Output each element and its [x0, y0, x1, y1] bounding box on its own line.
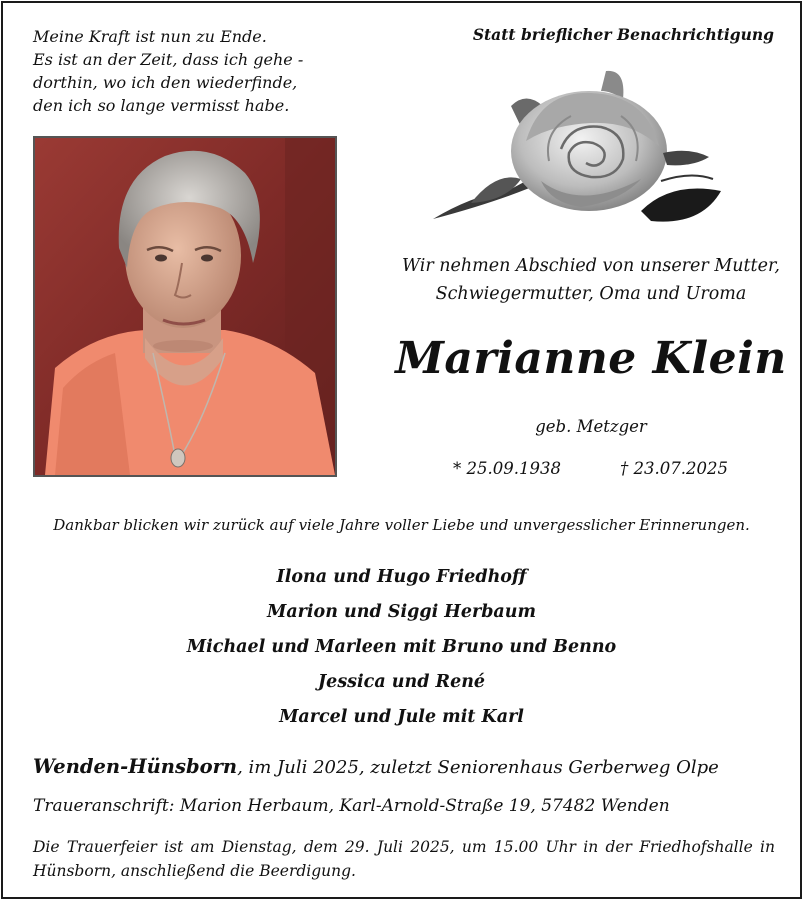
portrait-photo	[33, 136, 337, 477]
birth-name: geb. Metzger	[535, 417, 647, 436]
family-member: Jessica und René	[317, 672, 486, 692]
poem-line: dorthin, wo ich den wiederfinde,	[33, 73, 298, 92]
death-date: † 23.07.2025	[620, 459, 728, 478]
notice-heading: Statt brieflicher Benachrichtigung	[472, 25, 774, 44]
poem-line: den ich so lange vermisst habe.	[33, 96, 290, 115]
intro-line-1: Wir nehmen Abschied von unserer Mutter,	[402, 256, 780, 276]
family-member: Ilona und Hugo Friedhoff	[276, 567, 527, 587]
birth-date: * 25.09.1938	[453, 459, 561, 478]
family-member: Michael und Marleen mit Bruno und Benno	[186, 637, 617, 657]
location-details: , im Juli 2025, zuletzt Seniorenhaus Gerberweg Olpe	[237, 757, 719, 778]
family-member: Marion und Siggi Herbaum	[266, 602, 537, 622]
obituary-notice	[1, 1, 802, 899]
location-line	[33, 755, 719, 778]
poem	[33, 25, 363, 117]
poem-line: Meine Kraft ist nun zu Ende.	[33, 27, 267, 46]
deceased-name: Marianne Klein	[395, 333, 787, 384]
rose-image	[431, 61, 751, 231]
location-town: Wenden-Hünsborn	[33, 755, 238, 778]
intro-line-2: Schwiegermutter, Oma und Uroma	[435, 284, 747, 304]
poem-line: Es ist an der Zeit, dass ich gehe -	[33, 50, 304, 69]
family-member: Marcel und Jule mit Karl	[279, 707, 524, 727]
ceremony-info: Die Trauerfeier ist am Dienstag, dem 29. Juli 2025, um 15.00 Uhr in der Friedhofshalle in Hünsborn, anschließend die Beerdigung.	[33, 838, 775, 880]
mourning-address: Traueranschrift: Marion Herbaum, Karl-Arnold-Straße 19, 57482 Wenden	[33, 796, 670, 816]
family-list	[3, 563, 800, 738]
thanks-line: Dankbar blicken wir zurück auf viele Jahre voller Liebe und unvergesslicher Erinnerungen.	[53, 516, 750, 534]
